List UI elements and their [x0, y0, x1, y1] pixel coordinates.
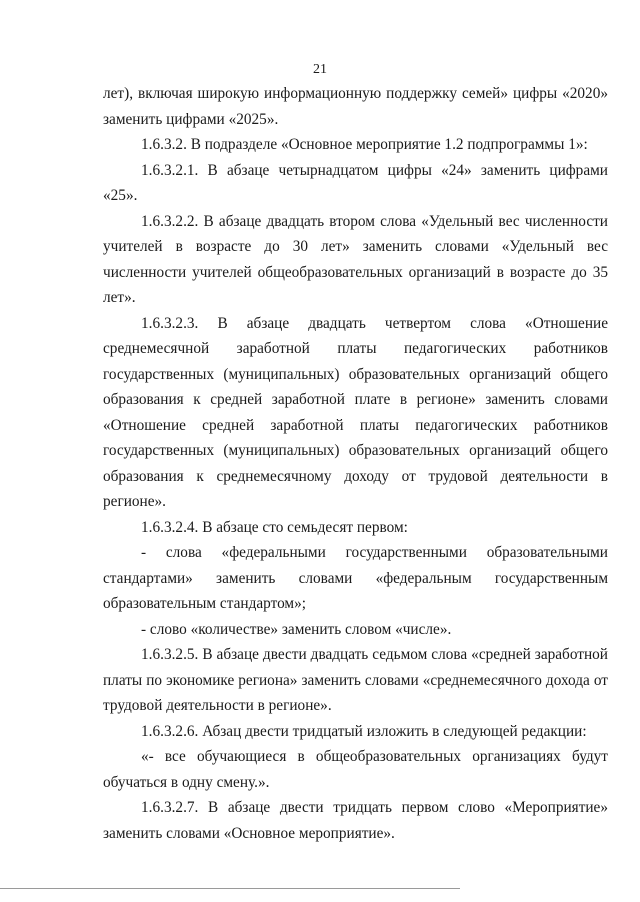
footer-divider [0, 888, 460, 889]
paragraph-1-6-3-2-5: 1.6.3.2.5. В абзаце двести двадцать седьмом слова «средней заработной платы по экономике региона» заменить словами «среднемесячного дохода от трудовой деятельности в регионе». [103, 646, 608, 714]
quoted-new-text: «- все обучающиеся в общеобразовательных организациях будут обучаться в одну смену.». [103, 748, 608, 791]
paragraph-1-6-3-2-7: 1.6.3.2.7. В абзаце двести тридцать первом слово «Мероприятие» заменить словами «Основное мероприятие». [103, 799, 608, 842]
paragraph-1-6-3-2-3: 1.6.3.2.3. В абзаце двадцать четвертом слова «Отношение среднемесячной заработной платы педагогических работников государственных (муниципальных) образовательных организаций общего образования к средней заработной плате в регионе» заменить словами «Отношение средней заработной платы педагогических работников государственных (муниципальных) образовательных организаций общего образования к среднемесячному доходу от трудовой деятельности в регионе». [103, 314, 608, 510]
paragraph-1-6-3-2-6: 1.6.3.2.6. Абзац двести тридцатый изложить в следующей редакции: [141, 722, 587, 740]
paragraph-1-6-3-2: 1.6.3.2. В подразделе «Основное мероприятие 1.2 подпрограммы 1»: [141, 136, 588, 153]
list-item-word-replacement: - слово «количестве» заменить словом «числе». [141, 620, 452, 638]
document-body [103, 81, 608, 846]
paragraph-1-6-3-2-4: 1.6.3.2.4. В абзаце сто семьдесят первом: [141, 518, 408, 536]
paragraph-continuation: лет), включая широкую информационную поддержку семей» цифры «2020» заменить цифрами «2025». [103, 85, 608, 128]
paragraph-1-6-3-2-2: 1.6.3.2.2. В абзаце двадцать втором слова «Удельный вес численности учителей в возрасте до 30 лет» заменить словами «Удельный вес численности учителей общеобразовательных организаций в возрасте до 35 лет». [103, 212, 608, 306]
list-item-words-replacement: - слова «федеральными государственными образовательными стандартами» заменить словами «федеральным государственным образовательным стандартом»; [103, 544, 608, 612]
page-number: 21 [313, 62, 327, 77]
paragraph-1-6-3-2-1: 1.6.3.2.1. В абзаце четырнадцатом цифры «24» заменить цифрами «25». [103, 161, 608, 204]
